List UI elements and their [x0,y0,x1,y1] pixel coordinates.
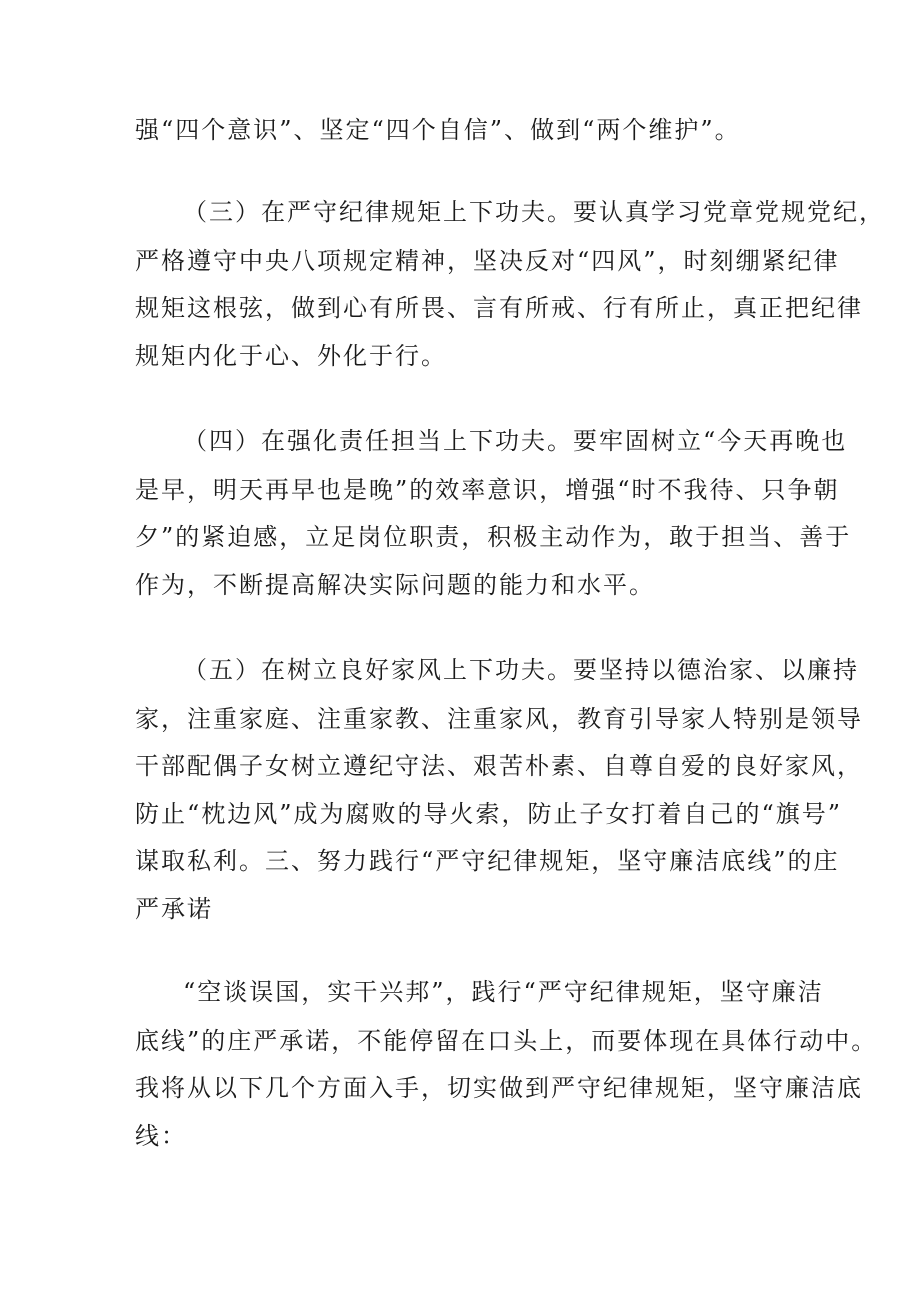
text-line: 底线”的庄严承诺，不能停留在口头上，而要体现在具体行动中。 [135,1027,878,1055]
text-line: 严承诺 [135,895,213,923]
text-line: 强“四个意识”、坚定“四个自信”、做到“两个维护”。 [135,116,741,144]
text-line: “空谈误国，实干兴邦”，践行“严守纪律规矩，坚守廉洁 [183,978,824,1006]
text-line: 夕”的紧迫感，立足岗位职责，积极主动作为，敢于担当、善于 [135,523,852,551]
text-line: 干部配偶子女树立遵纪守法、艰苦朴素、自尊自爱的良好家风， [135,752,863,780]
text-line: 是早，明天再早也是晚”的效率意识，增强“时不我待、只争朝 [135,476,840,504]
text-line: 规矩这根弦，做到心有所畏、言有所戒、行有所止，真正把纪律 [135,294,863,322]
text-line: 防止“枕边风”成为腐败的导火索，防止子女打着自己的“旗号” [135,800,843,828]
text-line: （三）在严守纪律规矩上下功夫。要认真学习党章党规党纪， [183,198,885,226]
text-line: 严格遵守中央八项规定精神，坚决反对“四风”，时刻绷紧纪律 [135,247,840,275]
text-line: 家，注重家庭、注重家教、注重家风，教育引导家人特别是领导 [135,705,863,733]
text-line: 规矩内化于心、外化于行。 [135,342,447,370]
text-line: （五）在树立良好家风上下功夫。要坚持以德治家、以廉持 [183,656,859,684]
text-line: 作为，不断提高解决实际问题的能力和水平。 [135,571,655,599]
text-line: 谋取私利。三、努力践行“严守纪律规矩，坚守廉洁底线”的庄 [135,847,840,875]
text-line: （四）在强化责任担当上下功夫。要牢固树立“今天再晚也 [183,427,848,455]
text-line: 线： [135,1122,187,1150]
text-line: 我将从以下几个方面入手，切实做到严守纪律规矩，坚守廉洁底 [135,1074,863,1102]
